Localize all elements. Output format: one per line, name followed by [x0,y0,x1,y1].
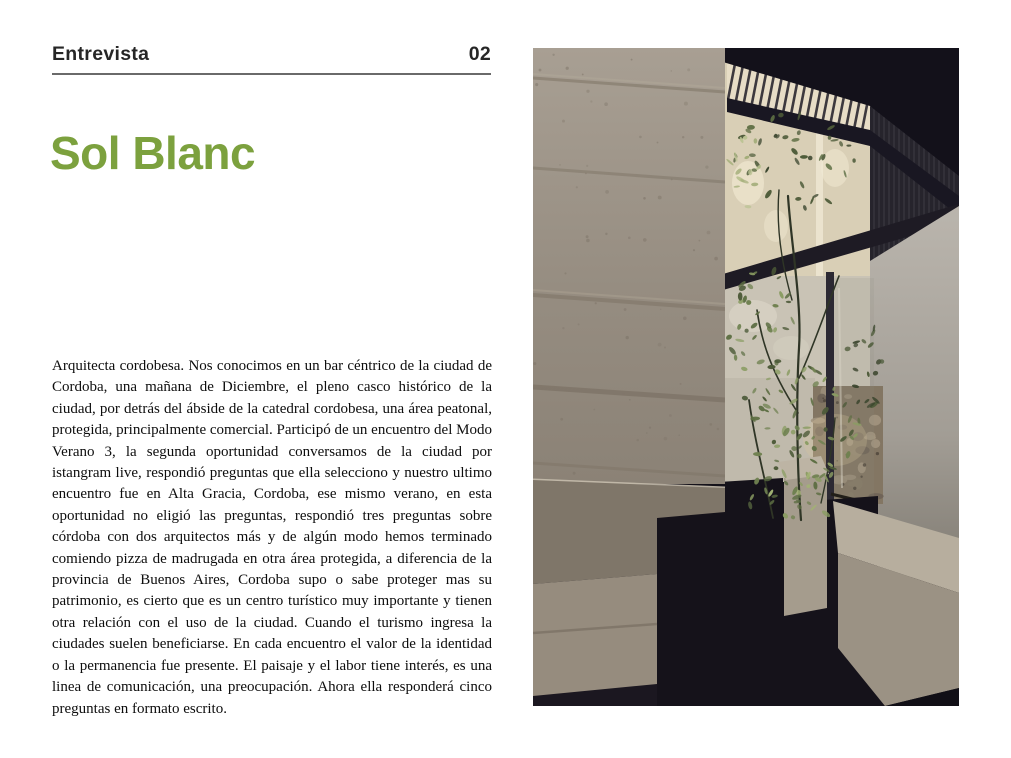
concrete-pillar [533,48,725,488]
page-number: 02 [468,43,491,65]
photo-illustration [533,48,959,706]
body-paragraph: Arquitecta cordobesa. Nos conocimos en un bar céntrico de la ciudad de Cordoba, una mañana de Diciembre, el pleno casco histórico de la ciudad, por detrás del ábside de la catedral cordobesa, una área peatonal, protegida, principalmente comercial. Participó de un encuentro del Modo Verano 3, la segunda oportunidad conversamos de la ciudad por istangram live, respondió preguntas que ella selecciono y nuestro ultimo encuentro fue en Alta Gracia, Cordoba, ese mismo verano, en esta oportunidad no eligió las preguntas, respondió tres preguntas sobre córdoba con dos arquitectos más y de algún modo hemos terminado comiendo pizza de madrugada en otra área protegida, a diferencia de la provincia de Buenos Aires, Cordoba supo o sabe proteger mas su patrimonio, es cierto que es un centro turístico muy importante y tienen otra relación con el uso de la ciudad. Cuando el turismo ingresa la ciudades suelen beneficiarse. En cada encuentro el valor de la identidad o la permanencia fue presente. El paisaje y el labor tiene interés, es una linea de comunicación, una preocupación. Ahora ella responderá cinco preguntas en formato escrito. [52,358,492,717]
section-label: Entrevista [52,43,150,65]
architecture-photo [533,48,959,706]
page-title: Sol Blanc [50,126,256,179]
header [52,43,491,75]
